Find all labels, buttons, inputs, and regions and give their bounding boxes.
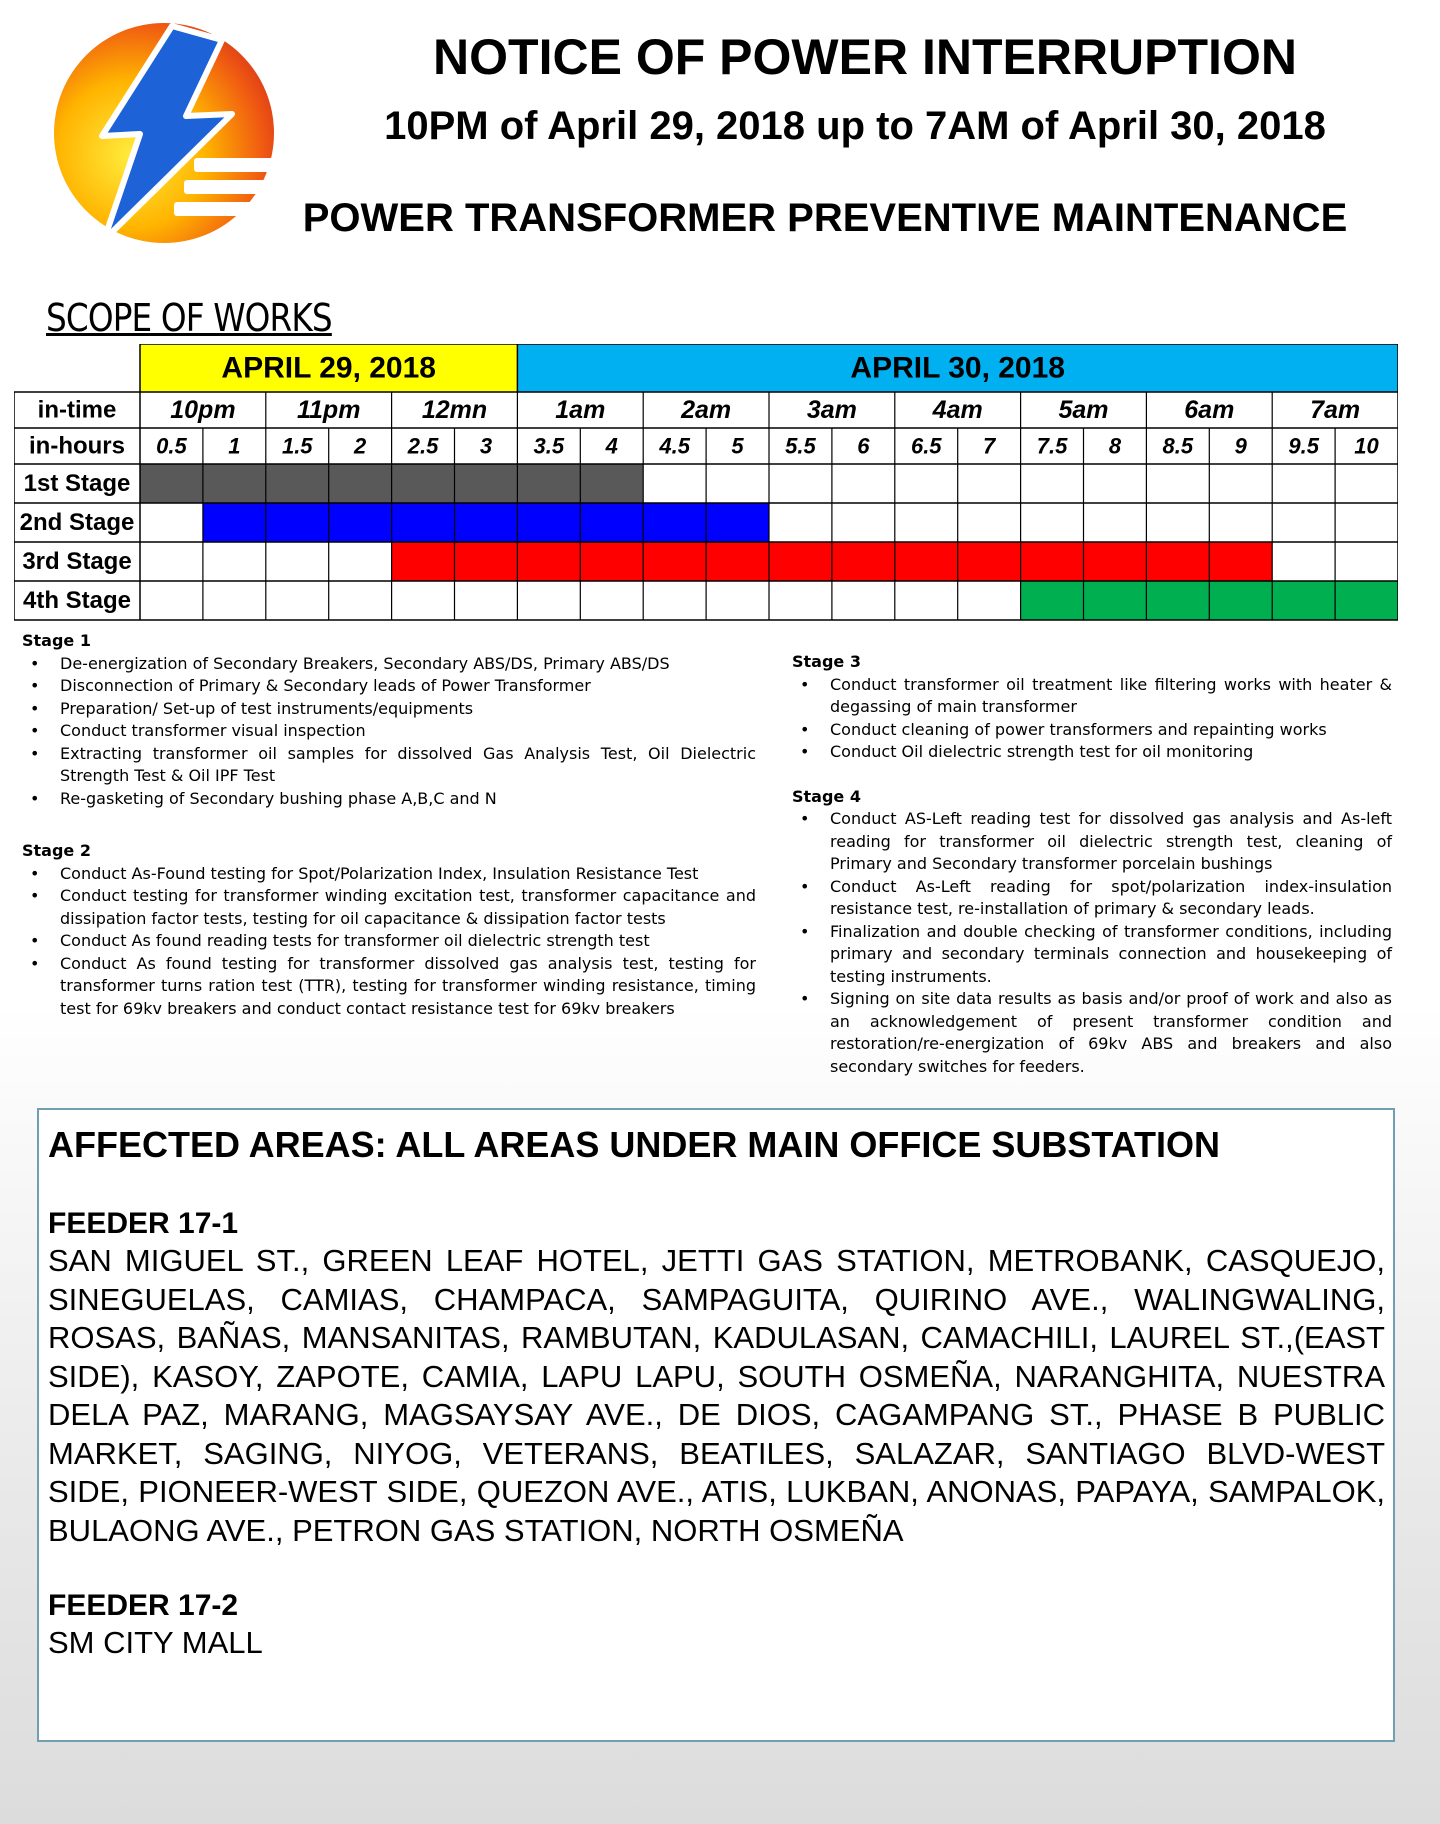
stage-task-item: • Disconnection of Primary & Secondary leads of Power Transformer [22, 675, 756, 698]
stage-task-item: • Conduct AS-Left reading test for dissolved gas analysis and As-left reading for transformer oil dielectric strength test, cleaning of Primary and Secondary transformer porcelain bushings [792, 808, 1392, 876]
stage-task-item: • Signing on site data results as basis and/or proof of work and also as an acknowledgement of present transformer condition and restoration/re-energization of 69kv ABS and breakers and also secondary switches for feeders. [792, 988, 1392, 1078]
feeder-name: FEEDER 17-1 [48, 1207, 239, 1240]
hour-label: 5 [731, 433, 744, 459]
time-label: 6am [1184, 396, 1235, 424]
hour-label: 10 [1354, 433, 1379, 459]
stage-task-item: • Conduct As found testing for transformer dissolved gas analysis test, testing for transformer turns ration test (TTR), testing for transformer winding resistance, timing test for 69kv breakers and conduct contact resistance test for 69kv breakers [22, 953, 756, 1021]
stage-label: 2nd Stage [19, 509, 135, 536]
hour-label: 3 [479, 433, 493, 459]
interruption-schedule: 10PM of April 29, 2018 up to 7AM of April 30, 2018 [384, 104, 1326, 148]
maintenance-subject: POWER TRANSFORMER PREVENTIVE MAINTENANCE [302, 196, 1348, 240]
time-label: 12mn [421, 396, 488, 424]
affected-areas-box [37, 1108, 1395, 1742]
hour-label: 0.5 [156, 433, 187, 459]
time-label: 5am [1058, 396, 1109, 424]
hour-label: 8.5 [1162, 433, 1194, 459]
stage-task-item: • Conduct Oil dielectric strength test for oil monitoring [792, 741, 1392, 764]
hour-label: 9.5 [1288, 433, 1319, 459]
time-label: 3am [806, 396, 857, 424]
time-label: 1am [555, 396, 606, 424]
stage-task-item: • Conduct As-Left reading for spot/polarization index-insulation resistance test, re-installation of primary & secondary leads. [792, 876, 1392, 921]
time-label: 4am [932, 396, 983, 424]
hour-label: 4 [605, 433, 618, 459]
hour-label: 1.5 [281, 433, 313, 459]
feeder-area-list: SAN MIGUEL ST., GREEN LEAF HOTEL, JETTI GAS STATION, METROBANK, CASQUEJO, SINEGUELAS, CAMIAS, CHAMPACA, SAMPAGUITA, QUIRINO AVE., WALINGWALING, ROSAS, BAÑAS, MANSANITAS, RAMBUTAN, KADULASAN, CAMACHILI, LAUREL ST.,(EAST SIDE), KASOY, ZAPOTE, CAMIA, LAPU LAPU, SOUTH OSMEÑA, NARANGHITA, NUESTRA DELA PAZ, MARANG, MAGSAYSAY AVE., DE DIOS, CAGAMPANG ST., PHASE B PUBLIC MARKET, SAGING, NIYOG, VETERANS, BEATILES, SALAZAR, SANTIAGO BLVD-WEST SIDE, PIONEER-WEST SIDE, QUEZON AVE., ATIS, LUKBAN, ANONAS, PAPAYA, SAMPALOK, BULAONG AVE., PETRON GAS STATION, NORTH OSMEÑA [48, 1243, 1385, 1548]
stage-label: 4th Stage [22, 587, 132, 614]
hour-label: 9 [1234, 433, 1247, 459]
hour-label: 6.5 [910, 433, 942, 459]
stage1-list [22, 653, 756, 811]
stage2-list [22, 863, 756, 1021]
stage-task-item: • Conduct transformer oil treatment like filtering works with heater & degassing of main transformer [792, 674, 1392, 719]
hour-label: 5.5 [785, 433, 816, 459]
time-label: 7am [1310, 396, 1361, 424]
stage-task-item: • Preparation/ Set-up of test instruments/equipments [22, 698, 756, 721]
stage-task-item: • Conduct transformer visual inspection [22, 720, 756, 743]
date-header-label: APRIL 29, 2018 [221, 351, 436, 385]
stages-right-column [792, 651, 1392, 1078]
hour-label: 8 [1108, 433, 1122, 459]
stage-label: 3rd Stage [22, 548, 132, 575]
time-label: 11pm [296, 396, 361, 424]
feeder-area-list: SM CITY MALL [48, 1625, 263, 1660]
time-label: 10pm [170, 396, 236, 424]
stage-label: 1st Stage [23, 470, 131, 497]
hour-label: 4.5 [659, 433, 690, 459]
stage-task-item: • Conduct As found reading tests for transformer oil dielectric strength test [22, 930, 756, 953]
stage-task-item: • Conduct testing for transformer winding excitation test, transformer capacitance and dissipation factor tests, testing for oil capacitance & dissipation factor tests [22, 885, 756, 930]
hour-label: 7.5 [1036, 433, 1068, 459]
stage-task-item: • Re-gasketing of Secondary bushing phase A,B,C and N [22, 788, 756, 811]
feeder-name: FEEDER 17-2 [48, 1589, 239, 1622]
stage-task-item: • Extracting transformer oil samples for dissolved Gas Analysis Test, Oil Dielectric Strength Test & Oil IPF Test [22, 743, 756, 788]
stages-left-column [22, 630, 756, 1020]
hour-label: 2.5 [407, 433, 439, 459]
date-header-label: APRIL 30, 2018 [850, 351, 1065, 385]
stage4-list [792, 808, 1392, 1078]
hour-label: 6 [857, 433, 870, 459]
stage1-title: Stage 1 [22, 631, 91, 650]
time-label: 2am [681, 396, 732, 424]
stage-task-item: • De-energization of Secondary Breakers, Secondary ABS/DS, Primary ABS/DS [22, 653, 756, 676]
schedule-table [14, 344, 1398, 622]
stage-task-item: • Conduct cleaning of power transformers and repainting works [792, 719, 1392, 742]
affected-areas-title: AFFECTED AREAS: ALL AREAS UNDER MAIN OFFICE SUBSTATION [48, 1124, 1220, 1165]
stage3-list [792, 674, 1392, 764]
scope-of-works-heading: SCOPE OF WORKS [46, 296, 332, 340]
stage4-title: Stage 4 [792, 786, 861, 806]
in-time-label: in-time [37, 396, 117, 424]
hour-label: 1 [228, 433, 241, 459]
stage2-title: Stage 2 [22, 841, 91, 860]
stage-task-item: • Conduct As-Found testing for Spot/Polarization Index, Insulation Resistance Test [22, 863, 756, 886]
company-logo [44, 18, 284, 248]
stage-bar [203, 503, 769, 542]
stage-task-item: • Finalization and double checking of transformer conditions, including primary and secondary terminals connection and housekeeping of testing instruments. [792, 921, 1392, 989]
in-hours-label: in-hours [29, 432, 125, 460]
hour-label: 2 [354, 433, 367, 459]
stage3-title: Stage 3 [792, 652, 861, 671]
hour-label: 3.5 [533, 433, 565, 459]
notice-title: NOTICE OF POWER INTERRUPTION [433, 29, 1297, 85]
hour-label: 7 [983, 433, 996, 459]
